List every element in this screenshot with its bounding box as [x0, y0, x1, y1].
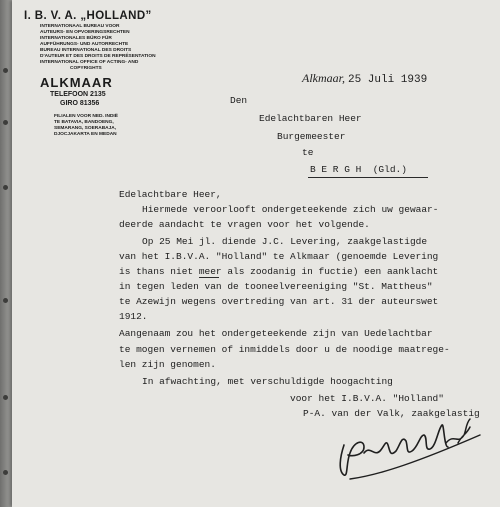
letterhead-telephone: TELEFOON 2135: [50, 91, 106, 98]
body-line: In afwachting, met verschuldigde hoogachting: [142, 376, 393, 387]
letterhead-line: COPYRIGHTS: [70, 66, 102, 71]
body-line: Hiermede veroorlooft ondergeteekende zich uw gewaar-: [142, 204, 439, 215]
letter-page: [12, 0, 500, 507]
letterhead: [24, 10, 166, 138]
addressee-underline: [308, 177, 428, 178]
body-line: te mogen vernemen of inmiddels door u de noodige maatrege-: [119, 344, 450, 355]
emphasis-underline: [199, 277, 219, 278]
body-line: 1912.: [119, 311, 148, 322]
body-line: deerde aandacht te vragen voor het volgende.: [119, 219, 370, 230]
date-value: 25 Juli 1939: [348, 74, 428, 86]
body-line: Op 25 Mei jl. diende J.C. Levering, zaakgelastigde: [142, 236, 428, 247]
body-line: van het I.B.V.A. "Holland" te Alkmaar (genoemde Levering: [119, 251, 439, 262]
letterhead-line: D'AUTEUR ET DES DROITS DE REPRÉSENTATION: [40, 54, 156, 59]
letter-date: [290, 56, 427, 101]
binder-edge: [0, 0, 12, 507]
letterhead-branch: TE BATAVIA, BANDOENG,: [54, 120, 114, 125]
letterhead-line: AUFFÜHRUNGS- UND AUTORRECHTE: [40, 42, 129, 47]
addressee-line: Burgemeester: [277, 131, 346, 142]
letterhead-branch: SEMARANG, SOERABAJA,: [54, 126, 117, 131]
addressee-line: te: [302, 147, 314, 158]
letterhead-line: INTERNATIONAAL BUREAU VOOR: [40, 24, 120, 29]
letterhead-name: I. B. V. A. „HOLLAND”: [24, 10, 152, 22]
letterhead-branch: FILIALEN VOOR NED. INDIË: [54, 114, 118, 119]
letterhead-line: INTERNATIONAL OFFICE OF ACTING- AND: [40, 60, 139, 65]
body-line: is thans niet meer als zoodanig in fuctie) een aanklacht: [119, 266, 439, 277]
addressee-line: Den: [230, 95, 248, 106]
date-place: Alkmaar,: [302, 71, 345, 85]
addressee-line: B E R G H (Gld.): [310, 164, 407, 175]
handwritten-signature: [330, 405, 490, 485]
body-line: Aangenaam zou het ondergeteekende zijn van Uedelachtbar: [119, 328, 433, 339]
closing-line: P-A. van der Valk, zaakgelastig: [303, 408, 480, 419]
letterhead-city: ALKMAAR: [40, 75, 113, 90]
letterhead-giro: GIRO 81356: [60, 100, 100, 107]
body-line: Edelachtbare Heer,: [119, 189, 222, 200]
letterhead-line: BUREAU INTERNATIONAL DES DROITS: [40, 48, 132, 53]
body-line: te Azewijn wegens overtreding van art. 31 der auteurswet: [119, 296, 439, 307]
letterhead-line: INTERNATIONALES BÜRO FÜR: [40, 36, 112, 41]
body-line: len zijn genomen.: [119, 359, 216, 370]
letterhead-branch: DJOCJAKARTA EN MEDAN: [54, 132, 117, 137]
addressee-line: Edelachtbaren Heer: [259, 113, 362, 124]
body-line: in tegen leden van de tooneelvereeniging "St. Mattheus": [119, 281, 433, 292]
letterhead-line: AUTEURS- EN OPVOERINGSRECHTEN: [40, 30, 130, 35]
closing-line: voor het I.B.V.A. "Holland": [290, 393, 444, 404]
